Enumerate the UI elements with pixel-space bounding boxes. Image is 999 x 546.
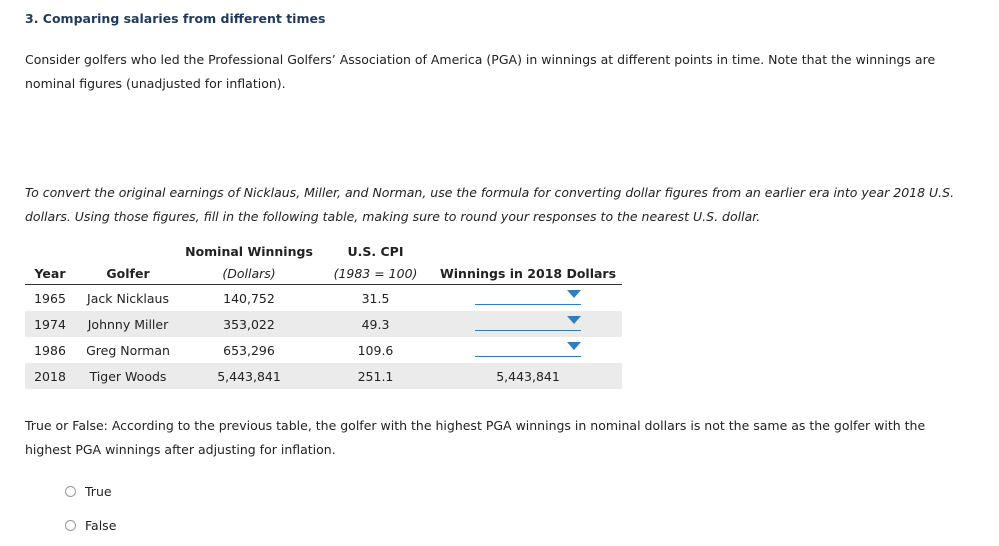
header-row-1 [25,240,622,262]
year-cell: 2018 [25,363,75,389]
cpi-cell: 251.1 [317,363,434,389]
option-label: True [85,484,112,499]
winnings-dropdown-norman[interactable] [475,342,581,357]
salary-table [25,240,622,389]
option-false[interactable] [65,518,116,533]
golfer-cell: Jack Nicklaus [87,290,169,306]
table-row [25,337,622,363]
chevron-down-icon [567,342,581,350]
option-label: False [85,518,117,533]
winnings-dropdown-nicklaus[interactable] [475,290,581,305]
year-cell: 1965 [34,290,66,306]
header-cpi-base: (1983 = 100) [317,262,434,285]
winnings-2018-cell: 5,443,841 [434,363,622,389]
year-cell: 1974 [25,311,75,337]
question-title: 3. Comparing salaries from different times [25,11,326,26]
header-cpi: U.S. CPI [347,243,404,259]
radio-button[interactable] [65,520,76,531]
header-year: Year [25,262,75,285]
header-nominal: Nominal Winnings [185,243,313,259]
cpi-cell: 49.3 [317,311,434,337]
winnings-2018-cell [434,285,622,312]
cpi-cell: 109.6 [357,342,394,358]
table-row [25,311,622,337]
chevron-down-icon [567,316,581,324]
instructions-paragraph: To convert the original earnings of Nicklaus, Miller, and Norman, use the formula for converting dollar figures from an earlier era into year 2018 U.S. dollars. Using those figures, fill in the following table, making sure to round your responses to the nearest U.S. dollar. [25,185,955,224]
table-row [25,363,622,389]
cpi-cell: 31.5 [361,290,390,306]
winnings-2018-cell [434,311,622,337]
table-row [25,285,622,312]
nominal-cell: 653,296 [223,342,275,358]
golfer-cell: Johnny Miller [75,311,181,337]
nominal-cell: 353,022 [181,311,317,337]
radio-button[interactable] [65,486,76,497]
header-golfer: Golfer [75,262,181,285]
option-true[interactable] [65,484,112,499]
chevron-down-icon [567,290,581,298]
golfer-cell: Greg Norman [86,342,170,358]
header-row-2 [25,262,622,285]
true-false-prompt: True or False: According to the previous table, the golfer with the highest PGA winnings in nominal dollars is not the same as the golfer with the highest PGA winnings after adjusting for inflation. [25,418,926,457]
winnings-2018-cell [434,337,622,363]
header-winnings-2018: Winnings in 2018 Dollars [434,262,622,285]
winnings-dropdown-miller[interactable] [475,316,581,331]
header-nominal-unit: (Dollars) [181,262,317,285]
year-cell: 1986 [34,342,66,358]
nominal-cell: 5,443,841 [181,363,317,389]
intro-paragraph: Consider golfers who led the Professional Golfers’ Association of America (PGA) in winnings at different points in time. Note that the winnings are nominal figures (unadjusted for inflation). [25,52,936,91]
golfer-cell: Tiger Woods [75,363,181,389]
nominal-cell: 140,752 [223,290,275,306]
